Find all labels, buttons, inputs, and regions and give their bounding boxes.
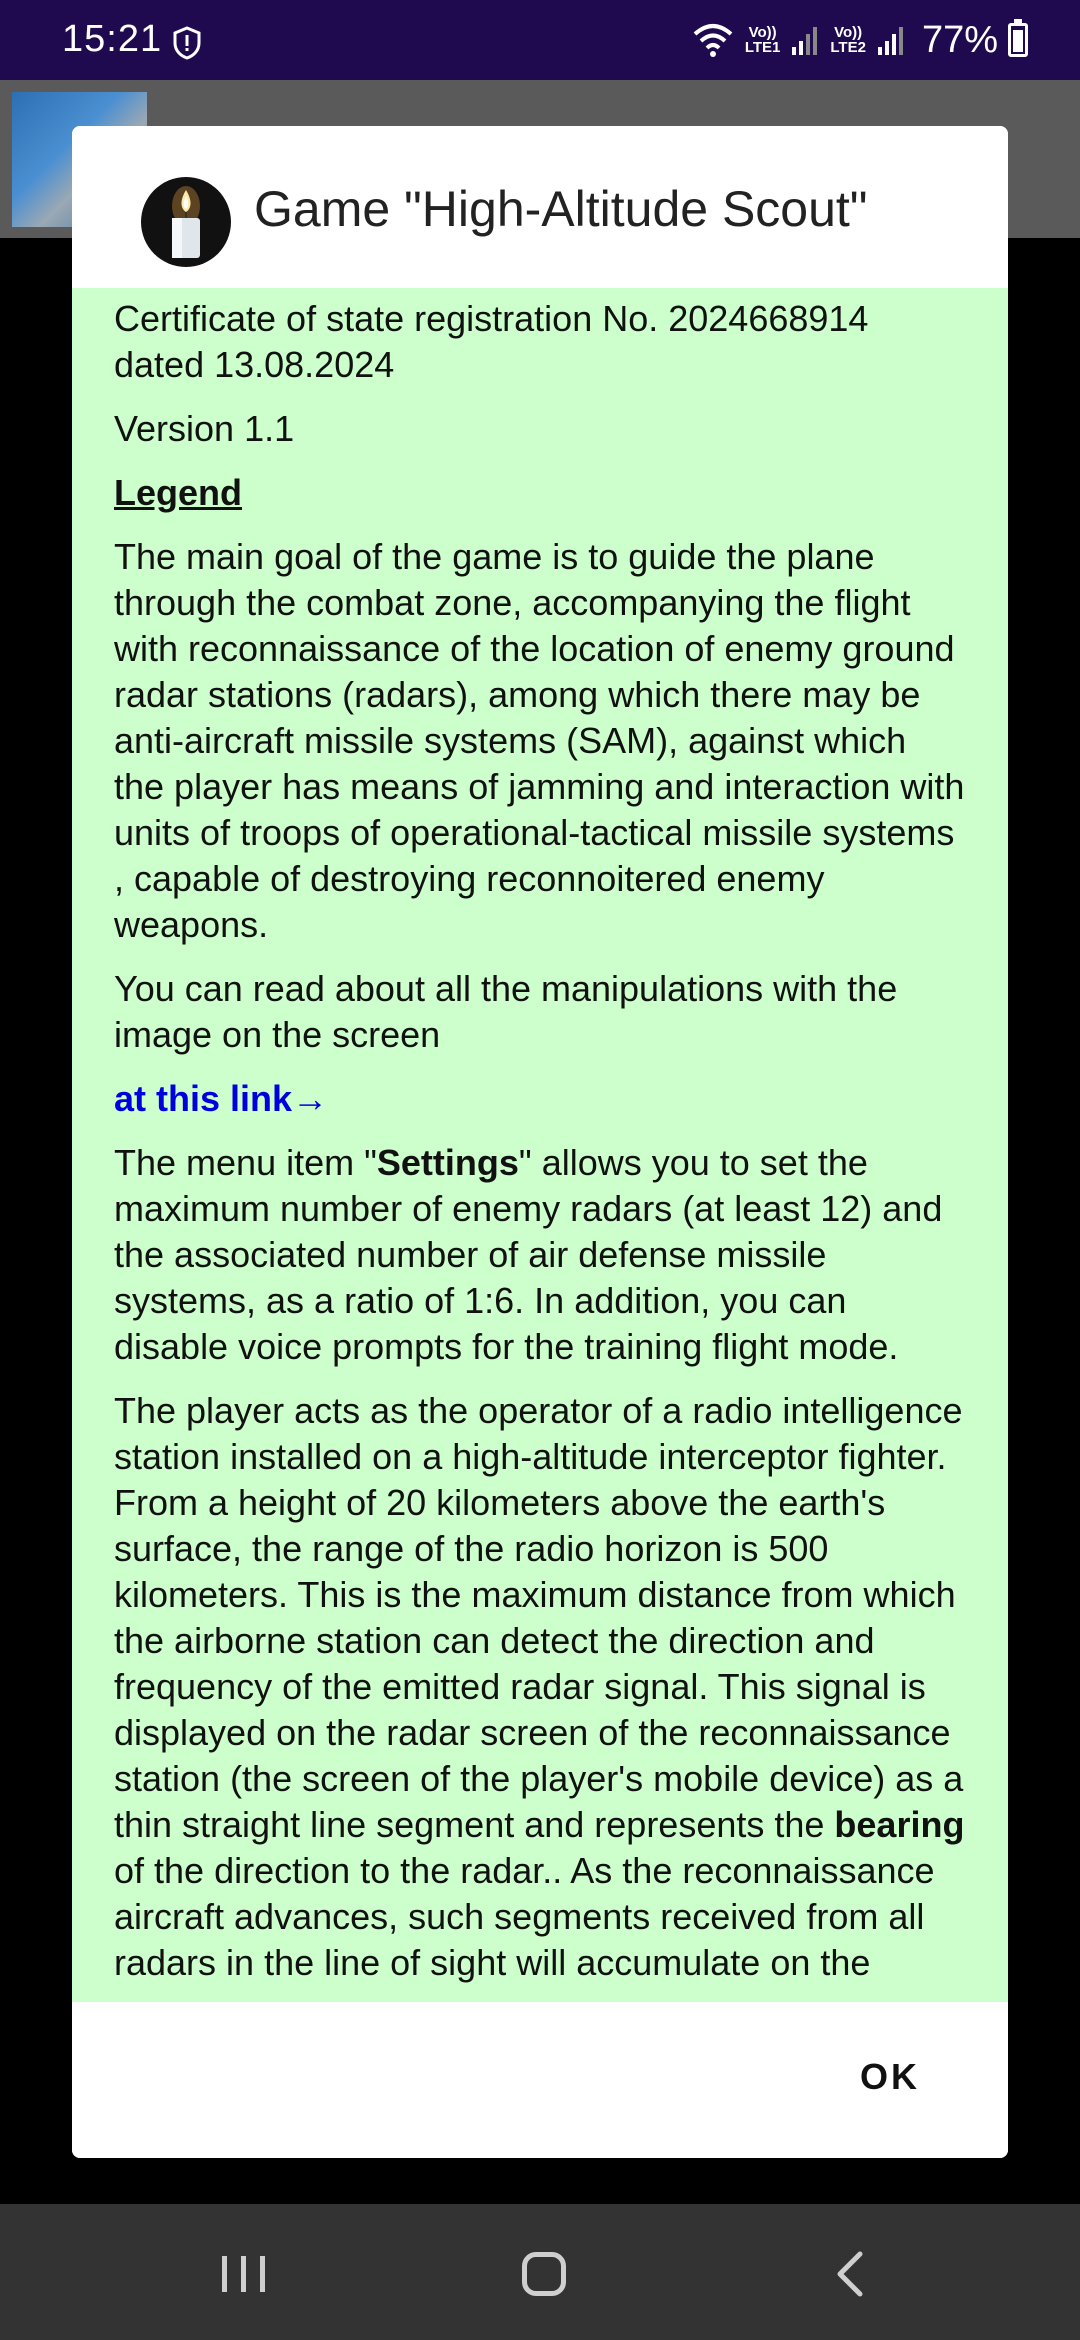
- about-dialog: [72, 126, 1008, 2158]
- sim1-network: Vo)) LTE1: [744, 24, 781, 56]
- battery-percent: 77%: [921, 18, 998, 61]
- dialog-footer: [72, 2002, 1008, 2158]
- signal-icon: [876, 23, 906, 57]
- dialog-title: Game "High-Altitude Scout": [254, 181, 868, 237]
- status-icons: [691, 14, 1028, 66]
- wifi-icon: [691, 22, 735, 58]
- status-time: 15:21: [62, 18, 163, 60]
- sim2-network: Vo)) LTE2: [830, 24, 866, 56]
- goal-paragraph: The main goal of the game is to guide the plane through the combat zone, accompanying the flight with reconnaissance of the location of enemy ground radar stations (radars), among which there may be anti-aircraft missile systems (SAM), against which the player has means of jamming and interaction with units of troops of operational-tactical missile systems , capable of destroying reconnoitered enemy weapons.: [114, 536, 965, 945]
- recents-icon[interactable]: [220, 2254, 268, 2294]
- certificate-text: Certificate of state registration No. 2024668914 dated 13.08.2024: [114, 298, 869, 385]
- shield-icon: [172, 26, 202, 60]
- status-bar: [0, 0, 1080, 80]
- settings-paragraph: The menu item "Settings" allows you to set the maximum number of enemy radars (at least 12) and the associated number of air defense missile systems, as a ratio of 1:6. In addition, you can disable voice prompts for the training flight mode.: [114, 1142, 943, 1367]
- operator-paragraph: The player acts as the operator of a radio intelligence station installed on a high-altitude interceptor fighter. From a height of 20 kilometers above the earth's surface, the range of the radio horizon is 500 kilometers. This is the maximum distance from which the airborne station can detect the direction and frequency of the emitted radar signal. This signal is displayed on the radar screen of the reconnaissance station (the screen of the player's mobile device) as a thin straight line segment and represents the bearing of the direction to the radar.. As the reconnaissance aircraft advances, such segments received from all radars in the line of sight will accumulate on the: [114, 1390, 965, 1983]
- dialog-content[interactable]: [72, 288, 1008, 2128]
- navigation-bar: [0, 2204, 1080, 2340]
- ok-button[interactable]: OK: [852, 2052, 928, 2102]
- read-paragraph: You can read about all the manipulations with the image on the screen: [114, 968, 898, 1055]
- home-icon[interactable]: [522, 2252, 566, 2296]
- legend-heading: Legend: [114, 472, 243, 513]
- back-icon[interactable]: [834, 2250, 866, 2298]
- candle-icon: [140, 176, 232, 268]
- version-text: Version 1.1: [114, 408, 295, 449]
- signal-icon: [790, 23, 820, 57]
- dialog-header: [72, 126, 1008, 288]
- instructions-link[interactable]: at this link→: [114, 1078, 329, 1119]
- battery-icon: [1008, 23, 1028, 57]
